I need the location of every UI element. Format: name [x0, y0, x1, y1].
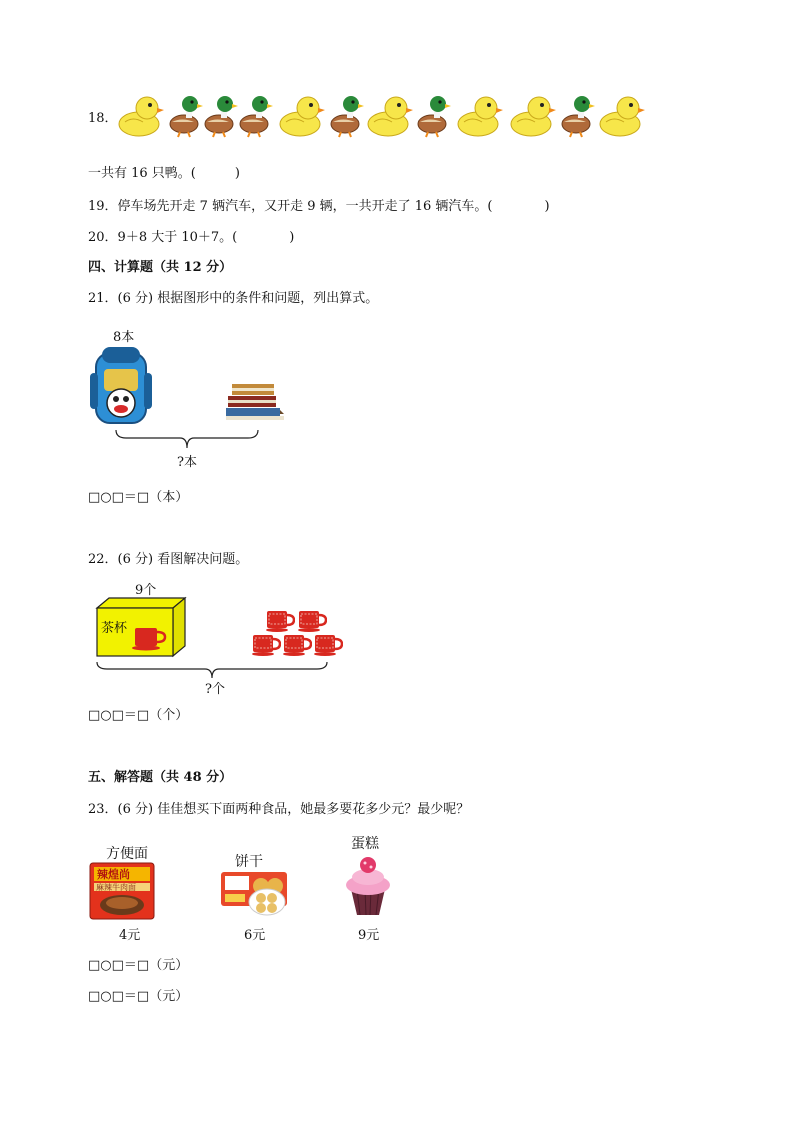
mallard-duck-icon — [560, 94, 596, 138]
question-19: 19．停车场先开走 7 辆汽车，又开走 9 辆，一共开走了 16 辆汽车。( ) — [88, 199, 550, 214]
cake-name: 蛋糕 — [351, 836, 379, 852]
q23-equation-1: □○□＝□（元） — [88, 958, 189, 973]
noodles-name: 方便面 — [106, 846, 148, 862]
yellow-duck-icon — [456, 94, 504, 138]
question-18-statement: 一共有 16 只鸭。( ) — [88, 166, 240, 181]
brace-22 — [95, 660, 331, 680]
question-20: 20．9＋8 大于 10＋7。( ) — [88, 230, 295, 245]
q23-equation-2: □○□＝□（元） — [88, 989, 189, 1004]
tea-cup-icon — [251, 633, 281, 657]
q21-top-label: 8本 — [113, 330, 135, 345]
yellow-duck-icon — [117, 94, 165, 138]
yellow-duck-icon — [366, 94, 414, 138]
question-22: 22．(6 分) 看图解决问题。 — [88, 552, 249, 567]
q21-bottom-label: ?本 — [177, 455, 197, 470]
tea-cup-icon — [282, 633, 312, 657]
mallard-duck-icon — [238, 94, 274, 138]
backpack-icon — [88, 343, 154, 427]
tea-cup-icon — [265, 609, 295, 633]
mallard-duck-icon — [329, 94, 365, 138]
noodles-price: 4元 — [119, 928, 141, 943]
mallard-duck-icon — [416, 94, 452, 138]
mallard-duck-icon — [168, 94, 204, 138]
section-5-title: 五、解答题（共 48 分） — [88, 770, 233, 785]
noodles-pack-sub: 麻辣牛肉面 — [96, 883, 136, 892]
cupcake-icon — [343, 853, 393, 917]
q22-bottom-label: ?个 — [205, 682, 225, 697]
mallard-duck-icon — [203, 94, 239, 138]
q22-equation: □○□＝□（个） — [88, 708, 189, 723]
section-4-title: 四、计算题（共 12 分） — [88, 260, 233, 275]
question-21: 21．(6 分) 根据图形中的条件和问题，列出算式。 — [88, 291, 379, 306]
brace-21 — [114, 428, 260, 450]
books-icon — [222, 378, 288, 422]
biscuit-price: 6元 — [244, 928, 266, 943]
biscuit-icon — [219, 868, 293, 916]
yellow-duck-icon — [509, 94, 557, 138]
question-23: 23．(6 分) 佳佳想买下面两种食品，她最多要花多少元？最少呢？ — [88, 802, 470, 817]
noodles-pack-text: 辣煌尚 — [97, 868, 130, 881]
cake-price: 9元 — [358, 928, 380, 943]
tea-cup-icon — [313, 633, 343, 657]
question-18-label: 18． — [88, 111, 118, 126]
q22-top-label: 9个 — [135, 583, 157, 598]
yellow-duck-icon — [278, 94, 326, 138]
q21-equation: □○□＝□（本） — [88, 490, 189, 505]
biscuit-name: 饼干 — [235, 854, 263, 870]
tea-cup-icon — [297, 609, 327, 633]
yellow-duck-icon — [598, 94, 646, 138]
tea-cup-box-label: 茶杯 — [101, 621, 128, 636]
